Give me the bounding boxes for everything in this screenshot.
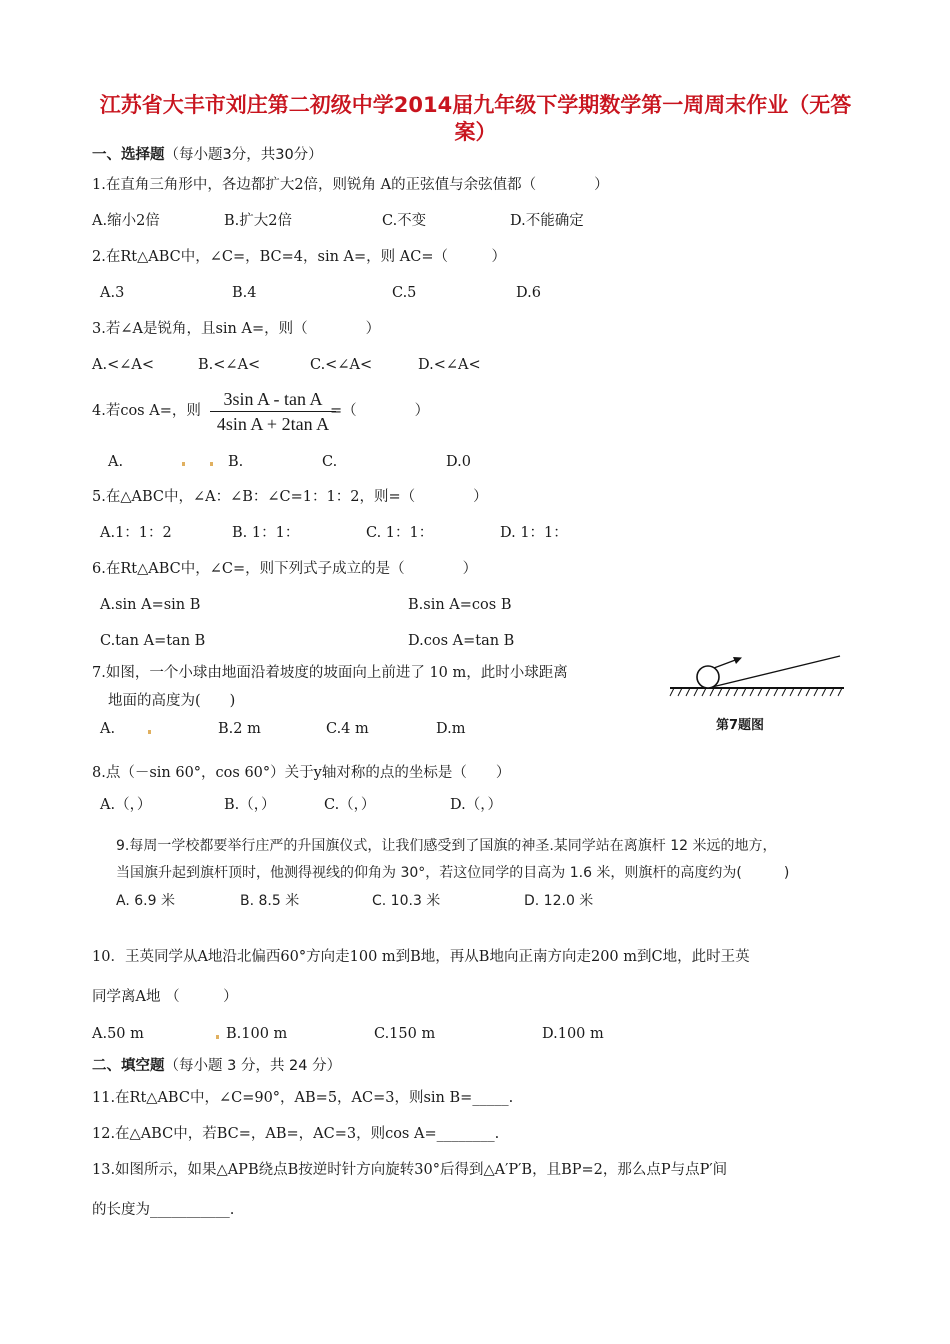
question-6-option-b: B.sin A=cos B (408, 597, 512, 613)
question-11-stem: 11.在Rt△ABC中，∠C=90°，AB=5，AC=3，则sin B=_____. (92, 1090, 514, 1106)
question-9-option-b: B. 8.5 米 (240, 893, 300, 909)
figure-caption: 第7题图 (716, 718, 765, 733)
question-5-stem: 5.在△ABC中，∠A：∠B：∠C=1：1：2，则=（ ） (92, 489, 488, 505)
fraction-bar (210, 411, 336, 412)
question-3-stem: 3.若∠A是锐角，且sin A=，则（ ） (92, 321, 381, 337)
section-heading-text: 一、选择题 (92, 147, 165, 163)
question-2-option-d: D.6 (516, 285, 541, 301)
question-10-stem-line1: 10．王英同学从A地沿北偏西60°方向走100 m到B地，再从B地向正南方向走200 m到C地，此时王英 (92, 949, 750, 965)
fraction-denominator: 4sin A + 2tan A (216, 414, 330, 434)
question-4-option-b: B. (228, 454, 244, 470)
question-6-stem: 6.在Rt△ABC中，∠C=，则下列式子成立的是（ ） (92, 561, 478, 577)
question-6-option-d: D.cos A=tan B (408, 633, 515, 649)
question-13-stem-line2: 的长度为___________. (92, 1202, 235, 1218)
scan-artifact (210, 462, 213, 466)
question-8-stem: 8.点（－sin 60°，cos 60°）关于y轴对称的点的坐标是（ ） (92, 765, 511, 781)
question-4-stem-prefix: 4.若cos A=，则 (92, 403, 201, 419)
slope-diagram (668, 650, 848, 700)
question-3-option-d: D.<∠A< (418, 357, 481, 373)
question-8-option-c: C.（，） (324, 797, 376, 813)
scan-artifact (148, 730, 151, 734)
question-4-option-d: D.0 (446, 454, 471, 470)
question-2-option-c: C.5 (392, 285, 417, 301)
question-1-option-b: B.扩大2倍 (224, 213, 292, 229)
question-7-option-b: B.2 m (218, 721, 261, 737)
question-1-option-a: A.缩小2倍 (92, 213, 160, 229)
question-7-option-a: A. (100, 721, 116, 737)
question-9-option-d: D. 12.0 米 (524, 893, 594, 909)
question-7-option-d: D.m (436, 721, 466, 737)
page-title: 江苏省大丰市刘庄第二初级中学2014届九年级下学期数学第一周周末作业（无答案） (99, 93, 852, 144)
question-7-stem-line1: 7.如图，一个小球由地面沿着坡度的坡面向上前进了 10 m，此时小球距离 (92, 665, 568, 681)
question-1-stem: 1.在直角三角形中，各边都扩大2倍，则锐角 A的正弦值与余弦值都（ ） (92, 177, 609, 193)
question-5-option-b: B. 1：1： (232, 525, 300, 541)
question-1-option-d: D.不能确定 (510, 213, 584, 229)
question-10-option-d: D.100 m (542, 1026, 604, 1042)
question-7-option-c: C.4 m (326, 721, 369, 737)
question-2-option-b: B.4 (232, 285, 257, 301)
question-9-option-a: A. 6.9 米 (116, 893, 175, 909)
section-note: （每小题3分，共30分） (164, 147, 323, 163)
question-10-stem-line2: 同学离A地 （ ） (92, 989, 238, 1005)
question-5-option-a: A.1：1：2 (100, 525, 172, 541)
question-4-option-c: C. (322, 454, 338, 470)
section-heading-text: 二、填空题 (92, 1058, 165, 1074)
question-6-option-a: A.sin A=sin B (100, 597, 201, 613)
section-note: （每小题 3 分，共 24 分） (164, 1058, 342, 1074)
fraction-numerator: 3sin A - tan A (223, 389, 323, 409)
question-10-option-c: C.150 m (374, 1026, 436, 1042)
question-10-option-a: A.50 m (92, 1026, 144, 1042)
question-3-option-c: C.<∠A< (310, 357, 373, 373)
scan-artifact (182, 462, 185, 466)
question-2-option-a: A.3 (100, 285, 125, 301)
question-4-stem-suffix: =（ ） (330, 403, 430, 419)
question-5-option-c: C. 1：1： (366, 525, 434, 541)
question-9-stem-line1: 9.每周一学校都要举行庄严的升国旗仪式，让我们感受到了国旗的神圣.某同学站在离旗杆 12 米远的地方， (116, 838, 777, 854)
question-12-stem: 12.在△ABC中，若BC=，AB=，AC=3，则cos A=________. (92, 1126, 500, 1142)
section-heading-fill (92, 1057, 341, 1075)
question-8-option-b: B.（，） (224, 797, 276, 813)
question-9-option-c: C. 10.3 米 (372, 893, 441, 909)
scan-artifact (216, 1035, 219, 1039)
question-9-stem-line2: 当国旗升起到旗杆顶时，他测得视线的仰角为 30°，若这位同学的目高为 1.6 米，则旗杆的高度约为( ) (116, 865, 790, 881)
question-5-option-d: D. 1：1： (500, 525, 568, 541)
question-3-option-b: B.<∠A< (198, 357, 261, 373)
question-4-option-a: A. (108, 454, 124, 470)
question-8-option-d: D.（，） (450, 797, 502, 813)
section-heading-choice (92, 146, 323, 164)
slope-figure (668, 650, 848, 740)
question-13-stem-line1: 13.如图所示，如果△APB绕点B按逆时针方向旋转30°后得到△A′P′B，且BP=2，那么点P与点P′间 (92, 1162, 728, 1178)
question-8-option-a: A.（，） (100, 797, 152, 813)
question-3-option-a: A.<∠A< (92, 357, 155, 373)
question-2-stem: 2.在Rt△ABC中，∠C=，BC=4，sin A=，则 AC=（ ） (92, 249, 506, 265)
question-1-option-c: C.不变 (382, 213, 427, 229)
question-6-option-c: C.tan A=tan B (100, 633, 206, 649)
question-7-stem-line2: 地面的高度为( ) (108, 693, 236, 709)
question-10-option-b: B.100 m (226, 1026, 288, 1042)
question-4-fraction (210, 388, 336, 435)
